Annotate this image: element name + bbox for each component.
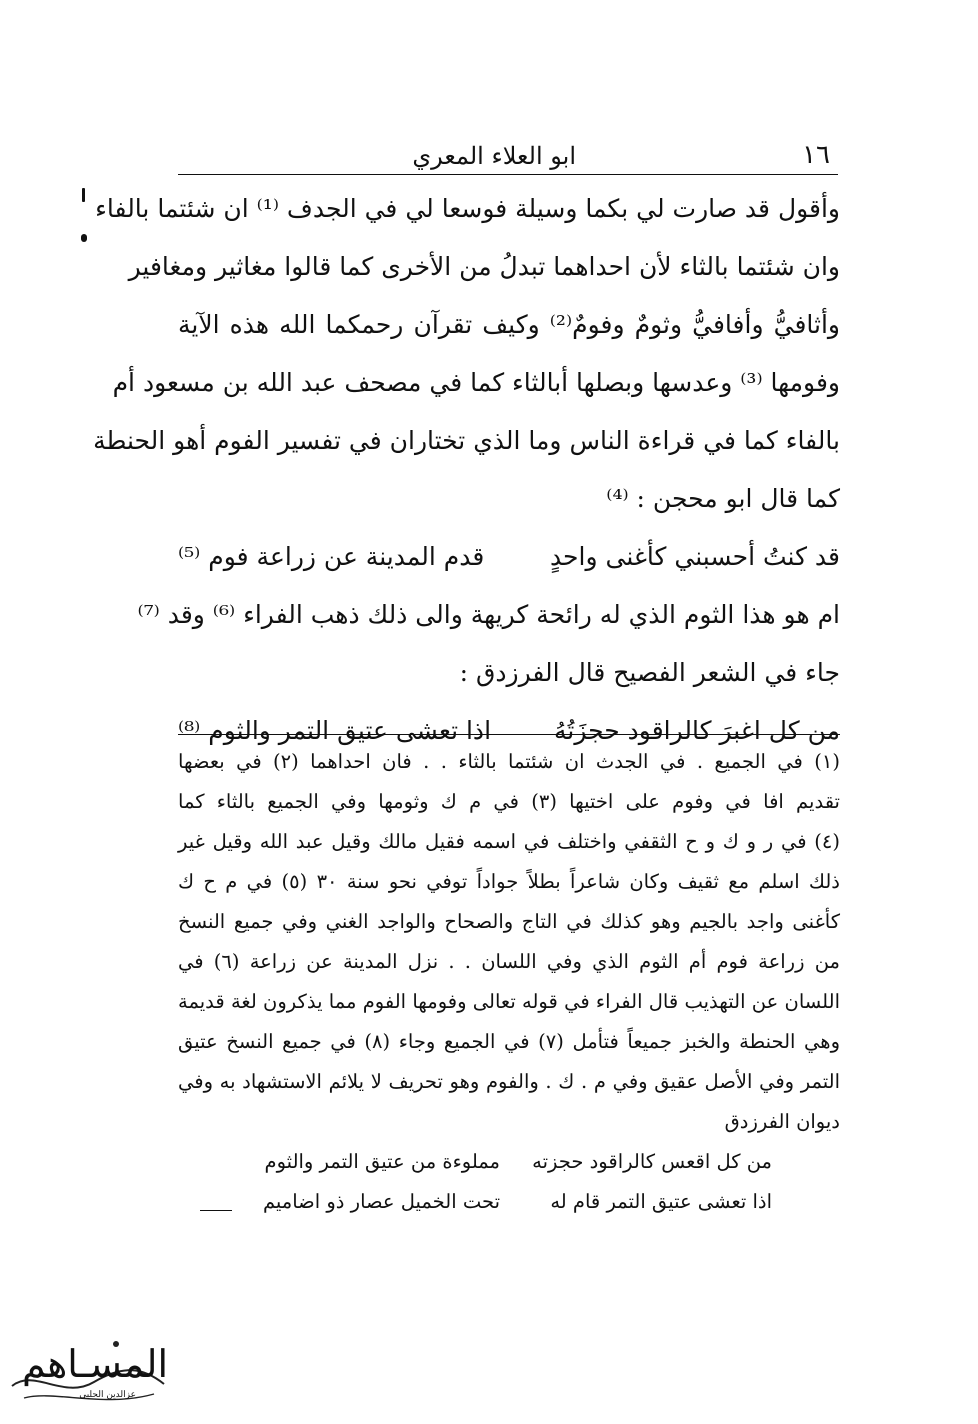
publisher-stamp bbox=[4, 1328, 172, 1418]
footnote-line: التمر وفي الأصل عقيق وفي م . ك . والفوم وهو تحريف لا يلائم الاستشهاد به وفي bbox=[178, 1070, 840, 1093]
footnote-separator bbox=[178, 734, 840, 735]
margin-dot bbox=[81, 234, 87, 242]
verse-first-hemistich: قد كنتُ أحسبني كأغنى واحدٍ bbox=[549, 542, 840, 571]
verse-second-hemistich: مملوءة من عتيق التمر والثوم bbox=[264, 1150, 500, 1173]
continuation-dash bbox=[200, 1210, 232, 1211]
page-header bbox=[178, 140, 838, 175]
footnote-line: (١) في الجميع . في الجدث ان شئتما بالثاء . . فان احداهما (٢) في بعضها bbox=[178, 750, 840, 773]
verse-first-hemistich: اذا تعشى عتيق التمر قام له bbox=[550, 1190, 772, 1213]
page-number: ١٦ bbox=[802, 140, 830, 170]
running-title: ابو العلاء المعري bbox=[412, 142, 576, 170]
verse-second-hemistich: اذا تعشى عتيق التمر والثوم ⁽⁸⁾ bbox=[178, 716, 492, 745]
footnote-line: من زراعة فوم أم الثوم الذي وفي اللسان . . نزل المدينة عن زراعة (٦) في bbox=[178, 950, 840, 973]
footnote-verse bbox=[178, 1182, 840, 1222]
stamp-caption: عزالدين الحلبي bbox=[79, 1390, 136, 1400]
footnote-verse bbox=[178, 1142, 840, 1182]
text-line: جاء في الشعر الفصيح قال الفرزدق : bbox=[459, 658, 840, 687]
footnote-line: وهي الحنطة والخبز جميعاً فتأمل (٧) في الجميع وجاء (٨) في جميع النسخ عتيق bbox=[178, 1030, 840, 1053]
main-text bbox=[93, 180, 840, 760]
verse-first-hemistich: من كل اقعس كالراقود حجزته bbox=[532, 1150, 772, 1173]
stamp-word: المسـاهم bbox=[21, 1342, 168, 1386]
text-line: ام هو هذا الثوم الذي له رائحة كريهة والى ذلك ذهب الفراء ⁽⁶⁾ وقد ⁽⁷⁾ bbox=[137, 600, 840, 629]
footnote-line: ديوان الفرزدق bbox=[724, 1110, 840, 1133]
text-line: وفومها ⁽³⁾ وعدسها وبصلها أبالثاء كما في مصحف عبد الله بن مسعود أم bbox=[112, 368, 840, 397]
text-line: وأقول قد صارت لي بكما وسيلة فوسعا لي في الجدف ⁽¹⁾ ان شئتما بالفاء bbox=[95, 194, 840, 223]
text-line: كما قال ابو محجن : ⁽⁴⁾ bbox=[606, 484, 840, 513]
footnote-line: تقديم افا في وفوم على اختيها (٣) في م ك وثومها وفي الجميع بالثاء كما bbox=[178, 790, 840, 813]
verse-second-hemistich: قدم المدينة عن زراعة فوم ⁽⁵⁾ bbox=[178, 542, 485, 571]
footnotes bbox=[178, 742, 840, 1222]
margin-mark bbox=[82, 188, 85, 202]
verse-second-hemistich: تحت الخميل عصار ذو اضاميم bbox=[262, 1190, 500, 1213]
text-line: بالفاء كما في قراءة الناس وما الذي تختاران في تفسير الفوم أهو الحنطة bbox=[93, 426, 840, 455]
text-line: وأثافيُّ وأفافيُّ وثومٌ وفومٌ⁽²⁾ وكيف تقرآن رحمكما الله هذه الآية bbox=[178, 310, 840, 339]
footnote-line: ذلك اسلم مع ثقيف وكان شاعراً بطلاً جواداً توفي نحو سنة ٣٠ (٥) في م ح ك bbox=[178, 870, 840, 893]
footnote-line: (٤) في ر و ك و ح الثقفي واختلف في اسمه فقيل مالك وقيل عبد الله وقيل غير bbox=[178, 830, 840, 853]
verse-first-hemistich: من كل اغبرَ كالراقود حجزَتُهُ bbox=[553, 716, 840, 745]
footnote-line: اللسان عن التهذيب قال الفراء في قوله تعالى وفومها الفوم مما يذكرون لغة قديمة bbox=[178, 990, 840, 1013]
text-line: وان شئتما بالثاء لأن احداهما تبدلُ من الأخرى كما قالوا مغاثير ومغافير bbox=[128, 252, 840, 281]
poem-verse bbox=[178, 528, 840, 586]
footnote-line: كأغنى واجد بالجيم وهو كذلك في التاج والصحاح والواجد الغني وفي جميع النسخ bbox=[178, 910, 840, 933]
